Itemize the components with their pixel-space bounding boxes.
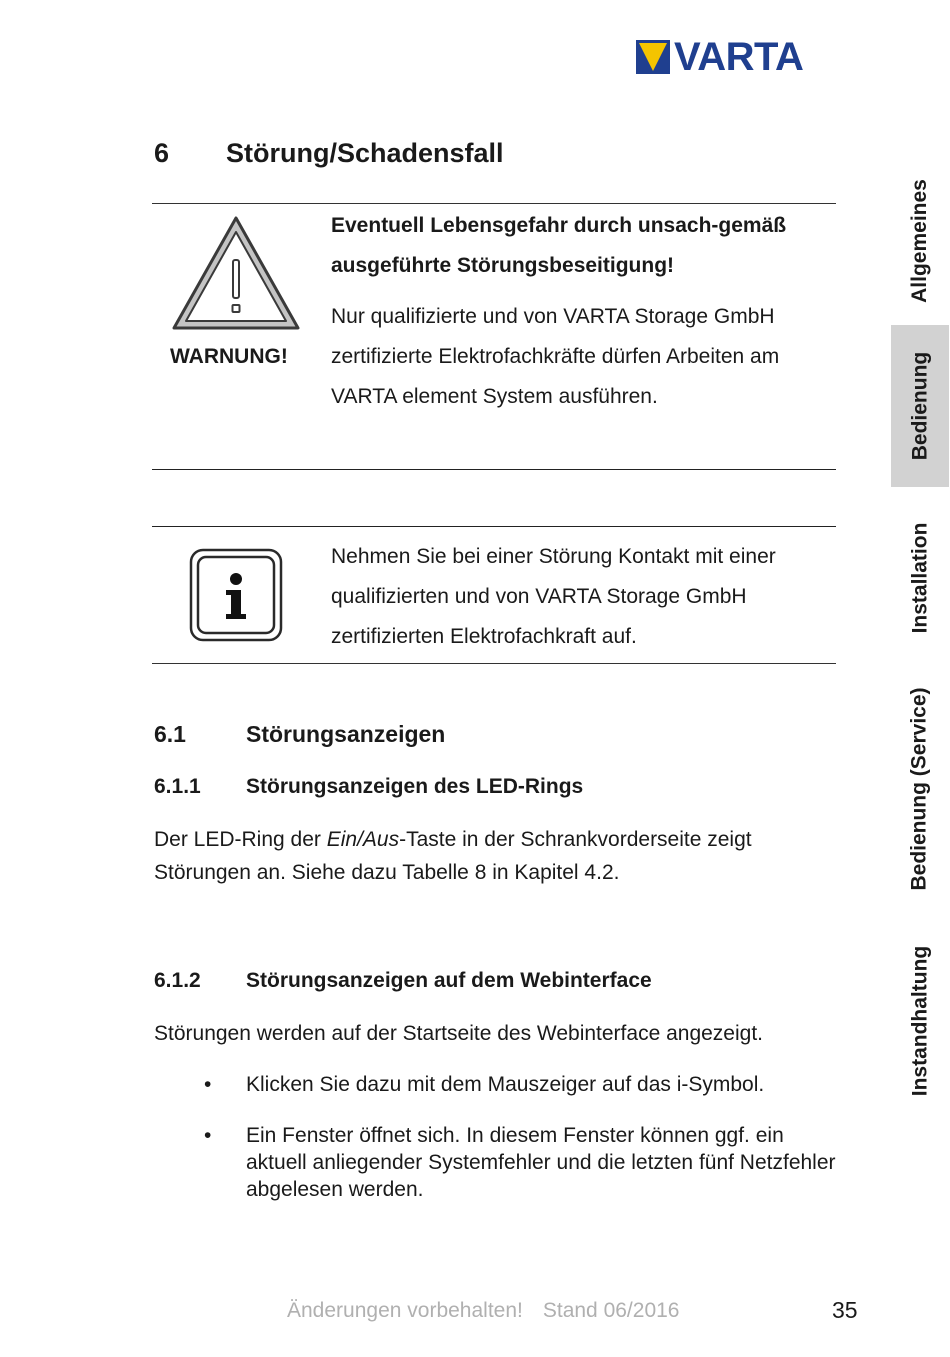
led-text-part: Der LED-Ring der <box>154 828 327 851</box>
side-tab-label: Instandhaltung <box>908 945 931 1097</box>
list-item <box>200 1071 850 1098</box>
side-tab-bedienung-service[interactable] <box>891 672 949 906</box>
led-ring-paragraph <box>154 823 844 889</box>
side-tab-installation[interactable] <box>891 497 949 659</box>
footer-stand: Stand 06/2016 <box>542 1299 680 1322</box>
varta-logo-text: VARTA <box>674 35 804 79</box>
section-heading <box>154 138 504 169</box>
list-item-text: Klicken Sie dazu mit dem Mauszeiger auf das i-Symbol. <box>246 1073 765 1096</box>
section-number: 6 <box>154 138 170 168</box>
subsubsection-number: 6.1.2 <box>154 969 201 992</box>
side-tab-bedienung[interactable] <box>891 325 949 487</box>
footer-note <box>287 1299 679 1323</box>
section-title: Störung/Schadensfall <box>226 138 504 168</box>
webinterface-paragraph: Störungen werden auf der Startseite des Webinterface angezeigt. <box>154 1022 763 1045</box>
footer-disclaimer: Änderungen vorbehalten! <box>287 1299 523 1322</box>
warning-triangle-icon <box>170 214 302 332</box>
side-tab-label: Allgemeines <box>908 179 931 303</box>
info-top-rule <box>152 526 836 527</box>
info-bottom-rule <box>152 663 836 664</box>
warning-top-rule <box>152 203 836 204</box>
subsubsection-title: Störungsanzeigen auf dem Webinterface <box>246 969 652 992</box>
side-tab-label: Bedienung <box>908 351 931 461</box>
subsection-heading <box>154 721 445 748</box>
bullet-icon: • <box>204 1124 212 1147</box>
info-icon <box>189 548 283 642</box>
warning-bottom-rule <box>152 469 836 470</box>
list-item-text: Ein Fenster öffnet sich. In diesem Fenster können ggf. ein aktuell anliegender Systemfehler und die letzten fünf Netzfehler abgelesen werden. <box>246 1124 836 1201</box>
varta-logo-mark <box>636 40 670 74</box>
list-item <box>200 1122 850 1203</box>
varta-logo <box>636 35 804 79</box>
side-tab-label: Installation <box>908 522 932 634</box>
subsubsection-title: Störungsanzeigen des LED-Rings <box>246 775 584 798</box>
side-tab-instandhaltung[interactable] <box>891 930 949 1112</box>
warning-label: WARNUNG! <box>170 345 288 368</box>
warning-title: Eventuell Lebensgefahr durch unsach-gemäß ausgeführte Störungsbeseitigung! <box>331 214 787 277</box>
subsection-number: 6.1 <box>154 721 186 747</box>
side-tab-label: Bedienung (Service) <box>908 687 931 891</box>
led-text-part: -Taste in der Schrankvorderseite zeigt Störungen an. Siehe dazu Tabelle 8 in Kapitel 4.2. <box>154 828 752 884</box>
subsubsection-heading-led <box>154 775 583 799</box>
info-body: Nehmen Sie bei einer Störung Kontakt mit einer qualifizierten und von VARTA Storage GmbH zertifizierten Elektrofachkraft auf. <box>331 545 776 648</box>
subsubsection-number: 6.1.1 <box>154 775 201 798</box>
subsection-title: Störungsanzeigen <box>246 721 446 747</box>
led-text-italic: Ein/Aus <box>326 828 400 851</box>
side-tab-allgemeines[interactable] <box>891 160 949 322</box>
page-number: 35 <box>832 1297 858 1323</box>
warning-body: Nur qualifizierte und von VARTA Storage GmbH zertifizierte Elektrofachkräfte dürfen Arbeiten am VARTA element System ausführen. <box>331 305 780 408</box>
bullet-icon: • <box>204 1073 212 1096</box>
bullet-list <box>200 1071 850 1227</box>
subsubsection-heading-webinterface <box>154 969 652 993</box>
